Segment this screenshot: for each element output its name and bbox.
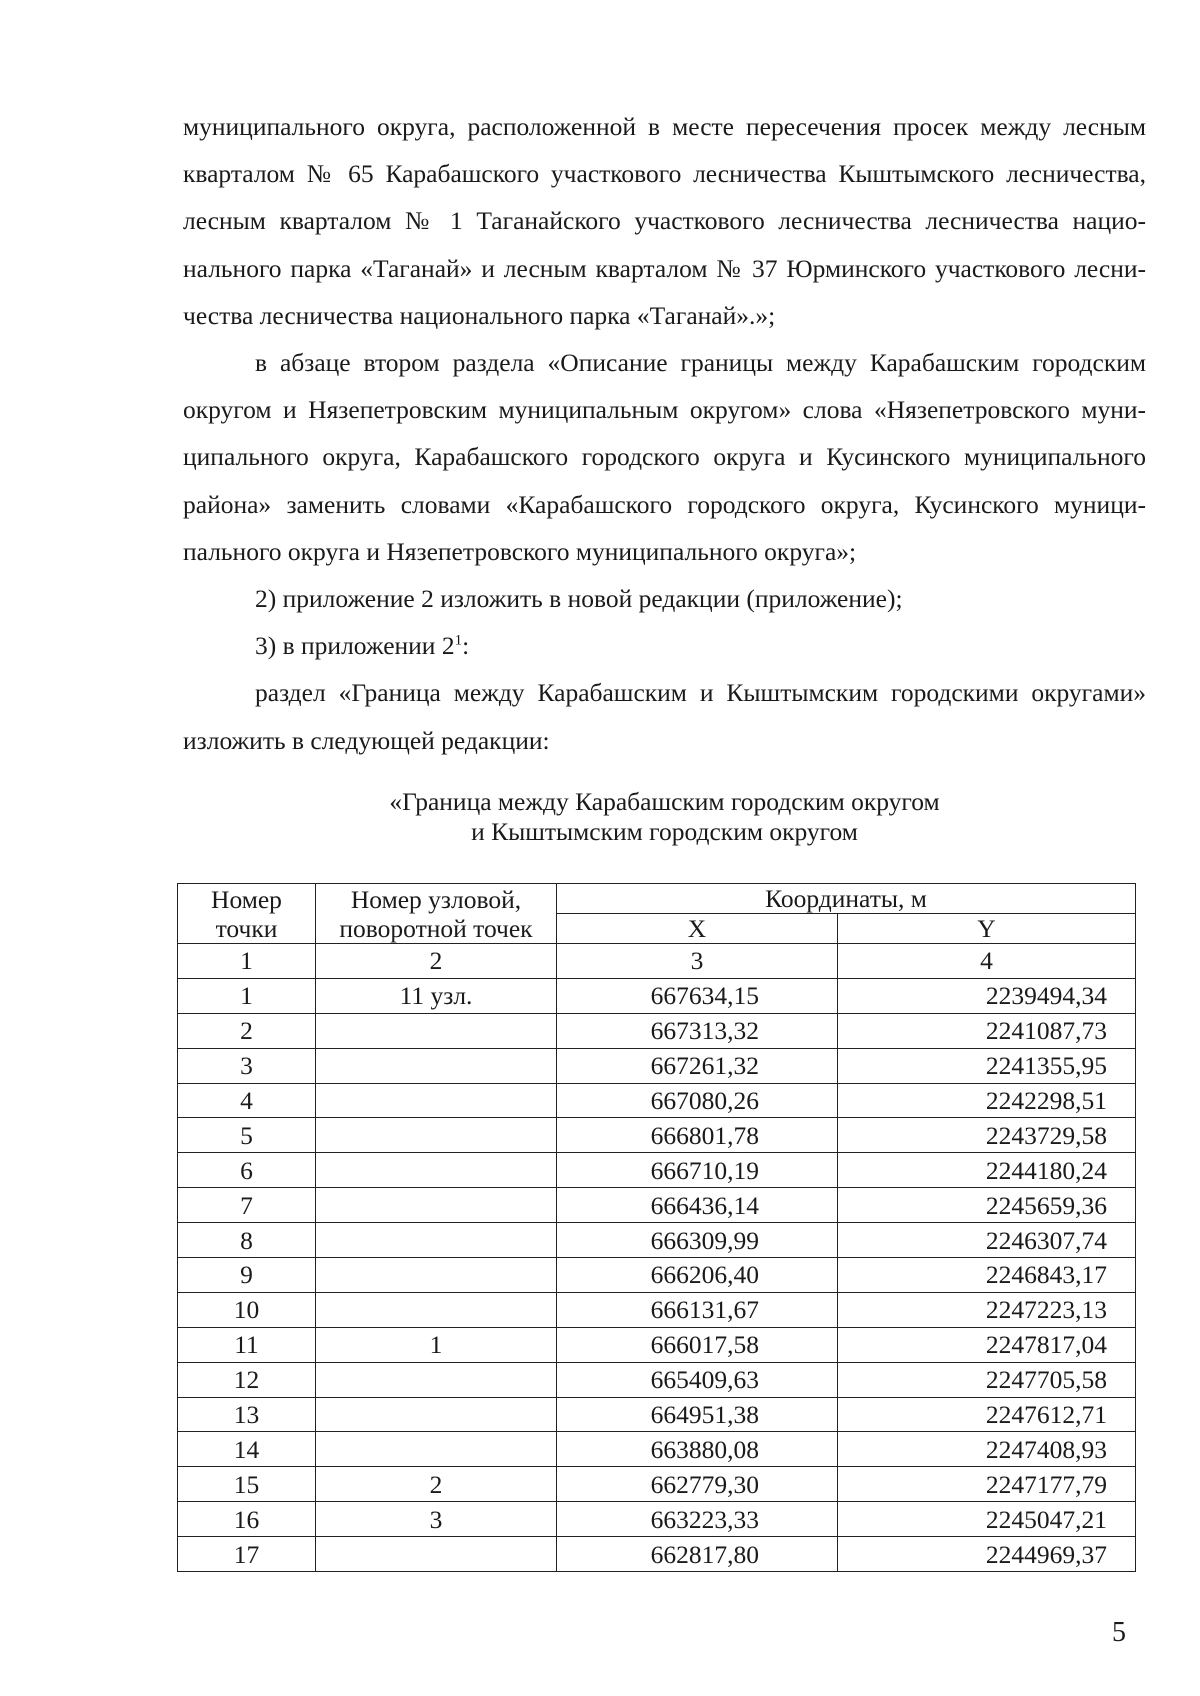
paragraph-2-line-5: пального округа и Нязепетровского муниципального округа»; xyxy=(183,536,857,566)
point-number-cell: 10 xyxy=(178,1292,316,1327)
paragraph-1-line-3: лесным кварталом № 1 Таганайского участкового лесничества лесничества нацио- xyxy=(183,206,1146,236)
y-coordinate-cell: 2247705,58 xyxy=(838,1362,1136,1397)
y-coordinate-cell: 2239494,34 xyxy=(838,978,1136,1013)
node-number-cell xyxy=(316,1188,557,1223)
table-row xyxy=(178,1188,1136,1223)
table-row xyxy=(178,978,1136,1013)
table-title-line-1: «Граница между Карабашским городским округом xyxy=(389,787,940,816)
point-number-cell: 15 xyxy=(178,1467,316,1502)
node-number-cell xyxy=(316,1153,557,1188)
node-number-cell: 3 xyxy=(316,1502,557,1537)
x-coordinate-cell: 663223,33 xyxy=(557,1502,838,1537)
point-number-cell: 16 xyxy=(178,1502,316,1537)
column-number-4: 4 xyxy=(838,944,1136,979)
node-number-cell xyxy=(316,1432,557,1467)
node-number-cell xyxy=(316,1118,557,1153)
table-row xyxy=(178,1013,1136,1048)
y-coordinate-cell: 2247612,71 xyxy=(838,1397,1136,1432)
paragraph-2-line-4: района» заменить словами «Карабашского городского округа, Кусинского муници- xyxy=(183,489,1146,519)
paragraph-1-line-2: кварталом № 65 Карабашского участкового лесничества Кыштымского лесничества, xyxy=(183,159,1146,189)
paragraph-5-line-1: раздел «Граница между Карабашским и Кыштымским городскими округами» xyxy=(255,678,1146,708)
node-number-cell: 11 узл. xyxy=(316,978,557,1013)
x-coordinate-cell: 665409,63 xyxy=(557,1362,838,1397)
point-number-cell: 12 xyxy=(178,1362,316,1397)
page-number: 5 xyxy=(1112,1617,1126,1648)
y-coordinate-cell: 2241355,95 xyxy=(838,1048,1136,1083)
y-coordinate-cell: 2247408,93 xyxy=(838,1432,1136,1467)
header-point-number: Номер точки xyxy=(178,884,316,944)
x-coordinate-cell: 666206,40 xyxy=(557,1258,838,1293)
y-coordinate-cell: 2245047,21 xyxy=(838,1502,1136,1537)
column-number-2: 2 xyxy=(316,944,557,979)
x-coordinate-cell: 666710,19 xyxy=(557,1153,838,1188)
x-coordinate-cell: 666309,99 xyxy=(557,1223,838,1258)
point-number-cell: 17 xyxy=(178,1537,316,1572)
y-coordinate-cell: 2244180,24 xyxy=(838,1153,1136,1188)
y-coordinate-cell: 2244969,37 xyxy=(838,1537,1136,1572)
x-coordinate-cell: 666436,14 xyxy=(557,1188,838,1223)
table-row xyxy=(178,1292,1136,1327)
paragraph-1-line-1: муниципального округа, расположенной в месте пересечения просек между лесным xyxy=(183,112,1146,141)
table-row xyxy=(178,1118,1136,1153)
table-row xyxy=(178,1467,1136,1502)
point-number-cell: 11 xyxy=(178,1327,316,1362)
paragraph-3-line-1: 2) приложение 2 изложить в новой редакции (приложение); xyxy=(255,584,903,614)
table-row xyxy=(178,1258,1136,1293)
superscript: 1 xyxy=(454,632,463,649)
y-coordinate-cell: 2245659,36 xyxy=(838,1188,1136,1223)
y-coordinate-cell: 2246307,74 xyxy=(838,1223,1136,1258)
paragraph-4-line-1: 3) в приложении $2^1$: xyxy=(255,631,470,661)
table-row xyxy=(178,1327,1136,1362)
table-row xyxy=(178,1397,1136,1432)
y-coordinate-cell: 2247817,04 xyxy=(838,1327,1136,1362)
column-number-1: 1 xyxy=(178,944,316,979)
node-number-cell xyxy=(316,1223,557,1258)
x-coordinate-cell: 666801,78 xyxy=(557,1118,838,1153)
point-number-cell: 13 xyxy=(178,1397,316,1432)
table-title xyxy=(183,787,1146,847)
paragraph-2-line-3: ципального округа, Карабашского городского округа и Кусинского муниципального xyxy=(183,442,1146,472)
x-coordinate-cell: 662817,80 xyxy=(557,1537,838,1572)
table-body xyxy=(178,944,1136,1572)
paragraph-1-line-5: чества лесничества национального парка «Таганай».»; xyxy=(183,300,776,330)
node-number-cell: 1 xyxy=(316,1327,557,1362)
table-row xyxy=(178,1223,1136,1258)
column-number-row xyxy=(178,944,1136,979)
node-number-cell xyxy=(316,1537,557,1572)
body-text xyxy=(183,103,1146,764)
coordinates-table xyxy=(177,883,1136,1572)
table-row xyxy=(178,1537,1136,1572)
point-number-cell: 5 xyxy=(178,1118,316,1153)
point-number-cell: 6 xyxy=(178,1153,316,1188)
x-coordinate-cell: 662779,30 xyxy=(557,1467,838,1502)
node-number-cell: 2 xyxy=(316,1467,557,1502)
header-y: Y xyxy=(838,914,1136,944)
point-number-cell: 2 xyxy=(178,1013,316,1048)
node-number-cell xyxy=(316,1258,557,1293)
node-number-cell xyxy=(316,1397,557,1432)
x-coordinate-cell: 667080,26 xyxy=(557,1083,838,1118)
y-coordinate-cell: 2247177,79 xyxy=(838,1467,1136,1502)
point-number-cell: 8 xyxy=(178,1223,316,1258)
x-coordinate-cell: 667634,15 xyxy=(557,978,838,1013)
table-title-line-2: и Кыштымским городским округом xyxy=(471,817,858,846)
table-row xyxy=(178,1153,1136,1188)
paragraph-1-line-4: нального парка «Таганай» и лесным кварталом № 37 Юрминского участкового лесни- xyxy=(183,253,1146,283)
y-coordinate-cell: 2241087,73 xyxy=(838,1013,1136,1048)
paragraph-5-line-2: изложить в следующей редакции: xyxy=(183,725,550,755)
point-number-cell: 7 xyxy=(178,1188,316,1223)
column-number-3: 3 xyxy=(557,944,838,979)
x-coordinate-cell: 667261,32 xyxy=(557,1048,838,1083)
y-coordinate-cell: 2247223,13 xyxy=(838,1292,1136,1327)
table-row xyxy=(178,1048,1136,1083)
y-coordinate-cell: 2242298,51 xyxy=(838,1083,1136,1118)
x-coordinate-cell: 667313,32 xyxy=(557,1013,838,1048)
y-coordinate-cell: 2243729,58 xyxy=(838,1118,1136,1153)
point-number-cell: 4 xyxy=(178,1083,316,1118)
node-number-cell xyxy=(316,1048,557,1083)
point-number-cell: 14 xyxy=(178,1432,316,1467)
paragraph-2-line-2: округом и Нязепетровским муниципальным округом» слова «Нязепетровского муни- xyxy=(183,395,1146,425)
point-number-cell: 9 xyxy=(178,1258,316,1293)
point-number-cell: 1 xyxy=(178,978,316,1013)
node-number-cell xyxy=(316,1362,557,1397)
point-number-cell: 3 xyxy=(178,1048,316,1083)
header-node-number: Номер узловой, поворотной точек xyxy=(316,884,557,944)
header-coordinates: Координаты, м xyxy=(557,884,1136,914)
table-row xyxy=(178,1362,1136,1397)
x-coordinate-cell: 663880,08 xyxy=(557,1432,838,1467)
table-row xyxy=(178,1432,1136,1467)
paragraph-2-line-1: в абзаце втором раздела «Описание границы между Карабашским городским xyxy=(255,348,1146,378)
node-number-cell xyxy=(316,1013,557,1048)
x-coordinate-cell: 664951,38 xyxy=(557,1397,838,1432)
x-coordinate-cell: 666131,67 xyxy=(557,1292,838,1327)
y-coordinate-cell: 2246843,17 xyxy=(838,1258,1136,1293)
header-x: X xyxy=(557,914,838,944)
node-number-cell xyxy=(316,1292,557,1327)
x-coordinate-cell: 666017,58 xyxy=(557,1327,838,1362)
table-row xyxy=(178,1083,1136,1118)
node-number-cell xyxy=(316,1083,557,1118)
table-row xyxy=(178,1502,1136,1537)
